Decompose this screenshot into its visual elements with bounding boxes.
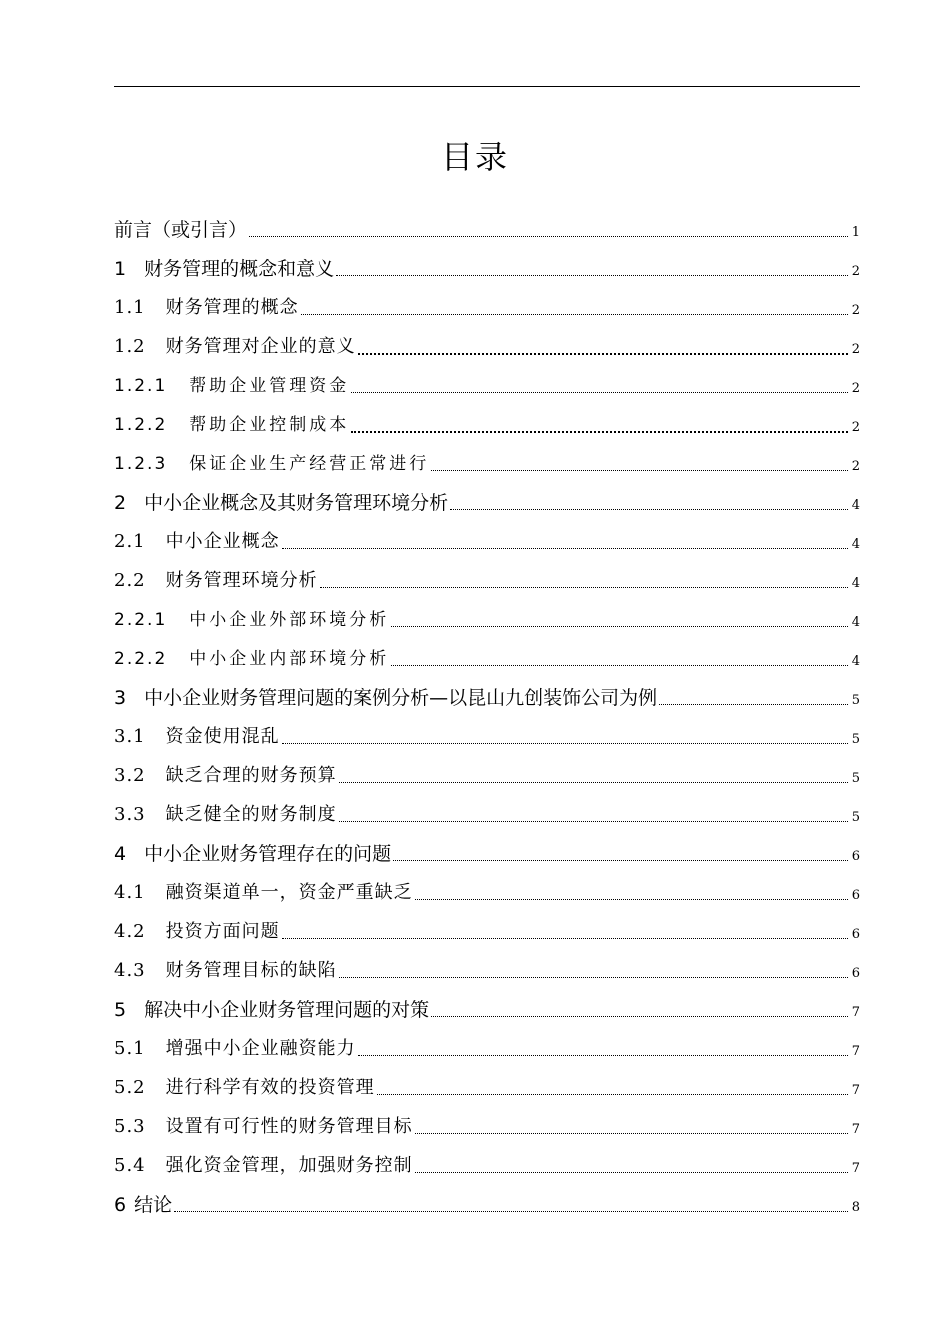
toc-entry-number: 4.2: [114, 921, 146, 942]
toc-entry-label: [114, 568, 318, 594]
toc-entry-label: [114, 334, 356, 360]
header-rule: [114, 86, 860, 87]
toc-entry-page-number: 4: [851, 576, 860, 591]
toc-entry-title: 增强中小企业融资能力: [165, 1038, 356, 1059]
toc-entry-title: 财务管理的概念和意义: [144, 258, 335, 280]
toc-entry-number: 4.3: [114, 960, 146, 981]
toc-entry-title: 前言（或引言）: [114, 219, 248, 241]
toc-dot-leader: [415, 1172, 848, 1173]
toc-entry-page-number: 4: [851, 498, 860, 513]
toc-dot-leader: [377, 1094, 848, 1095]
toc-entry-title: 结论: [134, 1194, 173, 1216]
toc-entry-label: [114, 607, 389, 633]
toc-dot-leader: [301, 314, 848, 315]
toc-entry-label: [114, 724, 280, 750]
toc-entry-4[interactable]: [114, 360, 860, 399]
toc-entry-20[interactable]: [114, 984, 860, 1023]
toc-entry-label: [114, 646, 389, 672]
toc-entry-15[interactable]: [114, 789, 860, 828]
toc-dot-leader: [450, 509, 848, 510]
toc-entry-number: 4.1: [114, 882, 146, 903]
toc-entry-3[interactable]: [114, 321, 860, 360]
toc-entry-title: 进行科学有效的投资管理: [165, 1077, 375, 1098]
toc-entry-number: 3.3: [114, 804, 146, 825]
toc-entry-19[interactable]: [114, 945, 860, 984]
toc-entry-label: [114, 1075, 375, 1101]
toc-entry-title: 中小企业概念: [165, 531, 280, 552]
toc-entry-title: 财务管理的概念: [165, 297, 299, 318]
toc-entry-5[interactable]: [114, 399, 860, 438]
toc-entry-number: 1.2.3: [114, 454, 168, 474]
toc-entry-page-number: 5: [851, 693, 860, 708]
toc-dot-leader: [391, 665, 848, 666]
toc-entry-title: 设置有可行性的财务管理目标: [165, 1116, 413, 1137]
toc-dot-leader: [339, 782, 848, 783]
toc-entry-page-number: 7: [851, 1122, 860, 1137]
toc-entry-number: 6: [114, 1194, 127, 1216]
toc-entry-title: 解决中小企业财务管理问题的对策: [144, 999, 430, 1021]
toc-entry-page-number: 4: [851, 615, 860, 630]
toc-dot-leader: [415, 1133, 848, 1134]
toc-entry-page-number: 5: [851, 732, 860, 747]
table-of-contents: [114, 204, 860, 1218]
toc-entry-label: [114, 295, 299, 321]
toc-entry-title: 中小企业财务管理问题的案例分析—以昆山九创装饰公司为例: [144, 687, 658, 709]
toc-entry-9[interactable]: [114, 555, 860, 594]
toc-entry-title: 缺乏健全的财务制度: [165, 804, 337, 825]
toc-entry-1[interactable]: [114, 243, 860, 282]
toc-entry-page-number: 6: [851, 849, 860, 864]
toc-entry-page-number: 6: [851, 888, 860, 903]
toc-entry-title: 中小企业财务管理存在的问题: [144, 843, 392, 865]
toc-entry-10[interactable]: [114, 594, 860, 633]
toc-entry-11[interactable]: [114, 633, 860, 672]
toc-entry-22[interactable]: [114, 1062, 860, 1101]
toc-entry-12[interactable]: [114, 672, 860, 711]
toc-dot-leader: [358, 1055, 848, 1056]
toc-entry-title: 帮助企业管理资金: [189, 376, 350, 396]
toc-entry-title: 缺乏合理的财务预算: [165, 765, 337, 786]
toc-entry-title: 融资渠道单一，资金严重缺乏: [165, 882, 413, 903]
toc-entry-17[interactable]: [114, 867, 860, 906]
toc-entry-label: [114, 217, 247, 243]
toc-entry-number: 2.2.2: [114, 649, 168, 669]
toc-entry-title: 资金使用混乱: [165, 726, 280, 747]
toc-dot-leader: [358, 353, 848, 355]
toc-entry-6[interactable]: [114, 438, 860, 477]
toc-entry-number: 1: [114, 258, 127, 280]
toc-entry-title: 中小企业内部环境分析: [189, 649, 390, 669]
toc-entry-title: 中小企业概念及其财务管理环境分析: [144, 492, 449, 514]
toc-dot-leader: [320, 587, 848, 588]
toc-dot-leader: [339, 821, 848, 822]
toc-dot-leader: [431, 1016, 848, 1017]
toc-entry-21[interactable]: [114, 1023, 860, 1062]
toc-entry-page-number: 2: [851, 381, 860, 396]
toc-dot-leader: [431, 470, 848, 471]
toc-entry-number: 1.2: [114, 336, 146, 357]
toc-entry-label: [114, 997, 429, 1023]
toc-entry-number: 1.1: [114, 297, 146, 318]
toc-entry-13[interactable]: [114, 711, 860, 750]
toc-entry-page-number: 2: [851, 420, 860, 435]
toc-entry-label: [114, 802, 337, 828]
toc-entry-23[interactable]: [114, 1101, 860, 1140]
toc-entry-number: 5.3: [114, 1116, 146, 1137]
toc-entry-number: 3.2: [114, 765, 146, 786]
toc-entry-label: [114, 451, 429, 477]
toc-entry-2[interactable]: [114, 282, 860, 321]
toc-entry-label: [114, 1036, 356, 1062]
toc-entry-label: [114, 412, 349, 438]
toc-entry-number: 2.2: [114, 570, 146, 591]
toc-entry-label: [114, 958, 337, 984]
toc-entry-page-number: 7: [851, 1044, 860, 1059]
toc-entry-label: [114, 763, 337, 789]
toc-dot-leader: [339, 977, 848, 978]
toc-entry-title: 强化资金管理，加强财务控制: [165, 1155, 413, 1176]
toc-entry-label: [114, 373, 349, 399]
toc-entry-number: 1.2.1: [114, 376, 168, 396]
toc-entry-label: [114, 490, 448, 516]
toc-entry-page-number: 5: [851, 771, 860, 786]
toc-entry-number: 4: [114, 843, 127, 865]
toc-entry-number: 5.4: [114, 1155, 146, 1176]
toc-dot-leader: [415, 899, 848, 900]
toc-entry-number: 5.1: [114, 1038, 146, 1059]
toc-entry-label: [114, 919, 280, 945]
toc-entry-page-number: 2: [851, 342, 860, 357]
toc-entry-24[interactable]: [114, 1140, 860, 1179]
toc-entry-label: [114, 685, 657, 711]
toc-entry-page-number: 7: [851, 1083, 860, 1098]
toc-entry-8[interactable]: [114, 516, 860, 555]
toc-entry-title: 保证企业生产经营正常进行: [189, 454, 430, 474]
toc-entry-page-number: 5: [851, 810, 860, 825]
toc-entry-25[interactable]: [114, 1179, 860, 1218]
toc-entry-number: 5: [114, 999, 127, 1021]
toc-entry-number: 3.1: [114, 726, 146, 747]
toc-entry-title: 中小企业外部环境分析: [189, 610, 390, 630]
toc-entry-label: [114, 256, 334, 282]
toc-entry-7[interactable]: [114, 477, 860, 516]
toc-entry-page-number: 1: [851, 225, 860, 240]
toc-dot-leader: [351, 431, 848, 433]
toc-entry-label: [114, 1153, 413, 1179]
toc-entry-number: 2: [114, 492, 127, 514]
page-title: 目录: [440, 138, 509, 177]
toc-entry-14[interactable]: [114, 750, 860, 789]
toc-entry-title: 投资方面问题: [165, 921, 280, 942]
toc-dot-leader: [393, 860, 848, 861]
toc-entry-number: 2.2.1: [114, 610, 168, 630]
toc-dot-leader: [174, 1211, 848, 1212]
toc-entry-number: 1.2.2: [114, 415, 168, 435]
toc-dot-leader: [351, 392, 848, 393]
toc-dot-leader: [282, 548, 848, 549]
toc-dot-leader: [249, 236, 848, 237]
toc-dot-leader: [391, 626, 848, 627]
toc-entry-page-number: 8: [851, 1200, 860, 1215]
toc-entry-label: [114, 841, 391, 867]
toc-entry-page-number: 4: [851, 654, 860, 669]
toc-entry-number: 2.1: [114, 531, 146, 552]
toc-entry-label: [114, 1114, 413, 1140]
toc-dot-leader: [659, 704, 848, 705]
toc-entry-page-number: 6: [851, 927, 860, 942]
toc-entry-18[interactable]: [114, 906, 860, 945]
toc-entry-label: [114, 1192, 172, 1218]
toc-dot-leader: [282, 938, 848, 939]
toc-entry-page-number: 2: [851, 459, 860, 474]
toc-entry-title: 财务管理环境分析: [165, 570, 318, 591]
toc-dot-leader: [282, 743, 848, 744]
toc-entry-page-number: 4: [851, 537, 860, 552]
toc-entry-0[interactable]: [114, 204, 860, 243]
toc-dot-leader: [336, 275, 848, 276]
toc-entry-title: 财务管理对企业的意义: [165, 336, 356, 357]
toc-entry-title: 帮助企业控制成本: [189, 415, 350, 435]
toc-entry-label: [114, 529, 280, 555]
toc-entry-page-number: 2: [851, 264, 860, 279]
toc-entry-number: 3: [114, 687, 127, 709]
toc-entry-page-number: 6: [851, 966, 860, 981]
toc-entry-16[interactable]: [114, 828, 860, 867]
toc-entry-page-number: 7: [851, 1005, 860, 1020]
toc-entry-title: 财务管理目标的缺陷: [165, 960, 337, 981]
toc-entry-number: 5.2: [114, 1077, 146, 1098]
toc-entry-page-number: 2: [851, 303, 860, 318]
toc-entry-page-number: 7: [851, 1161, 860, 1176]
toc-entry-label: [114, 880, 413, 906]
